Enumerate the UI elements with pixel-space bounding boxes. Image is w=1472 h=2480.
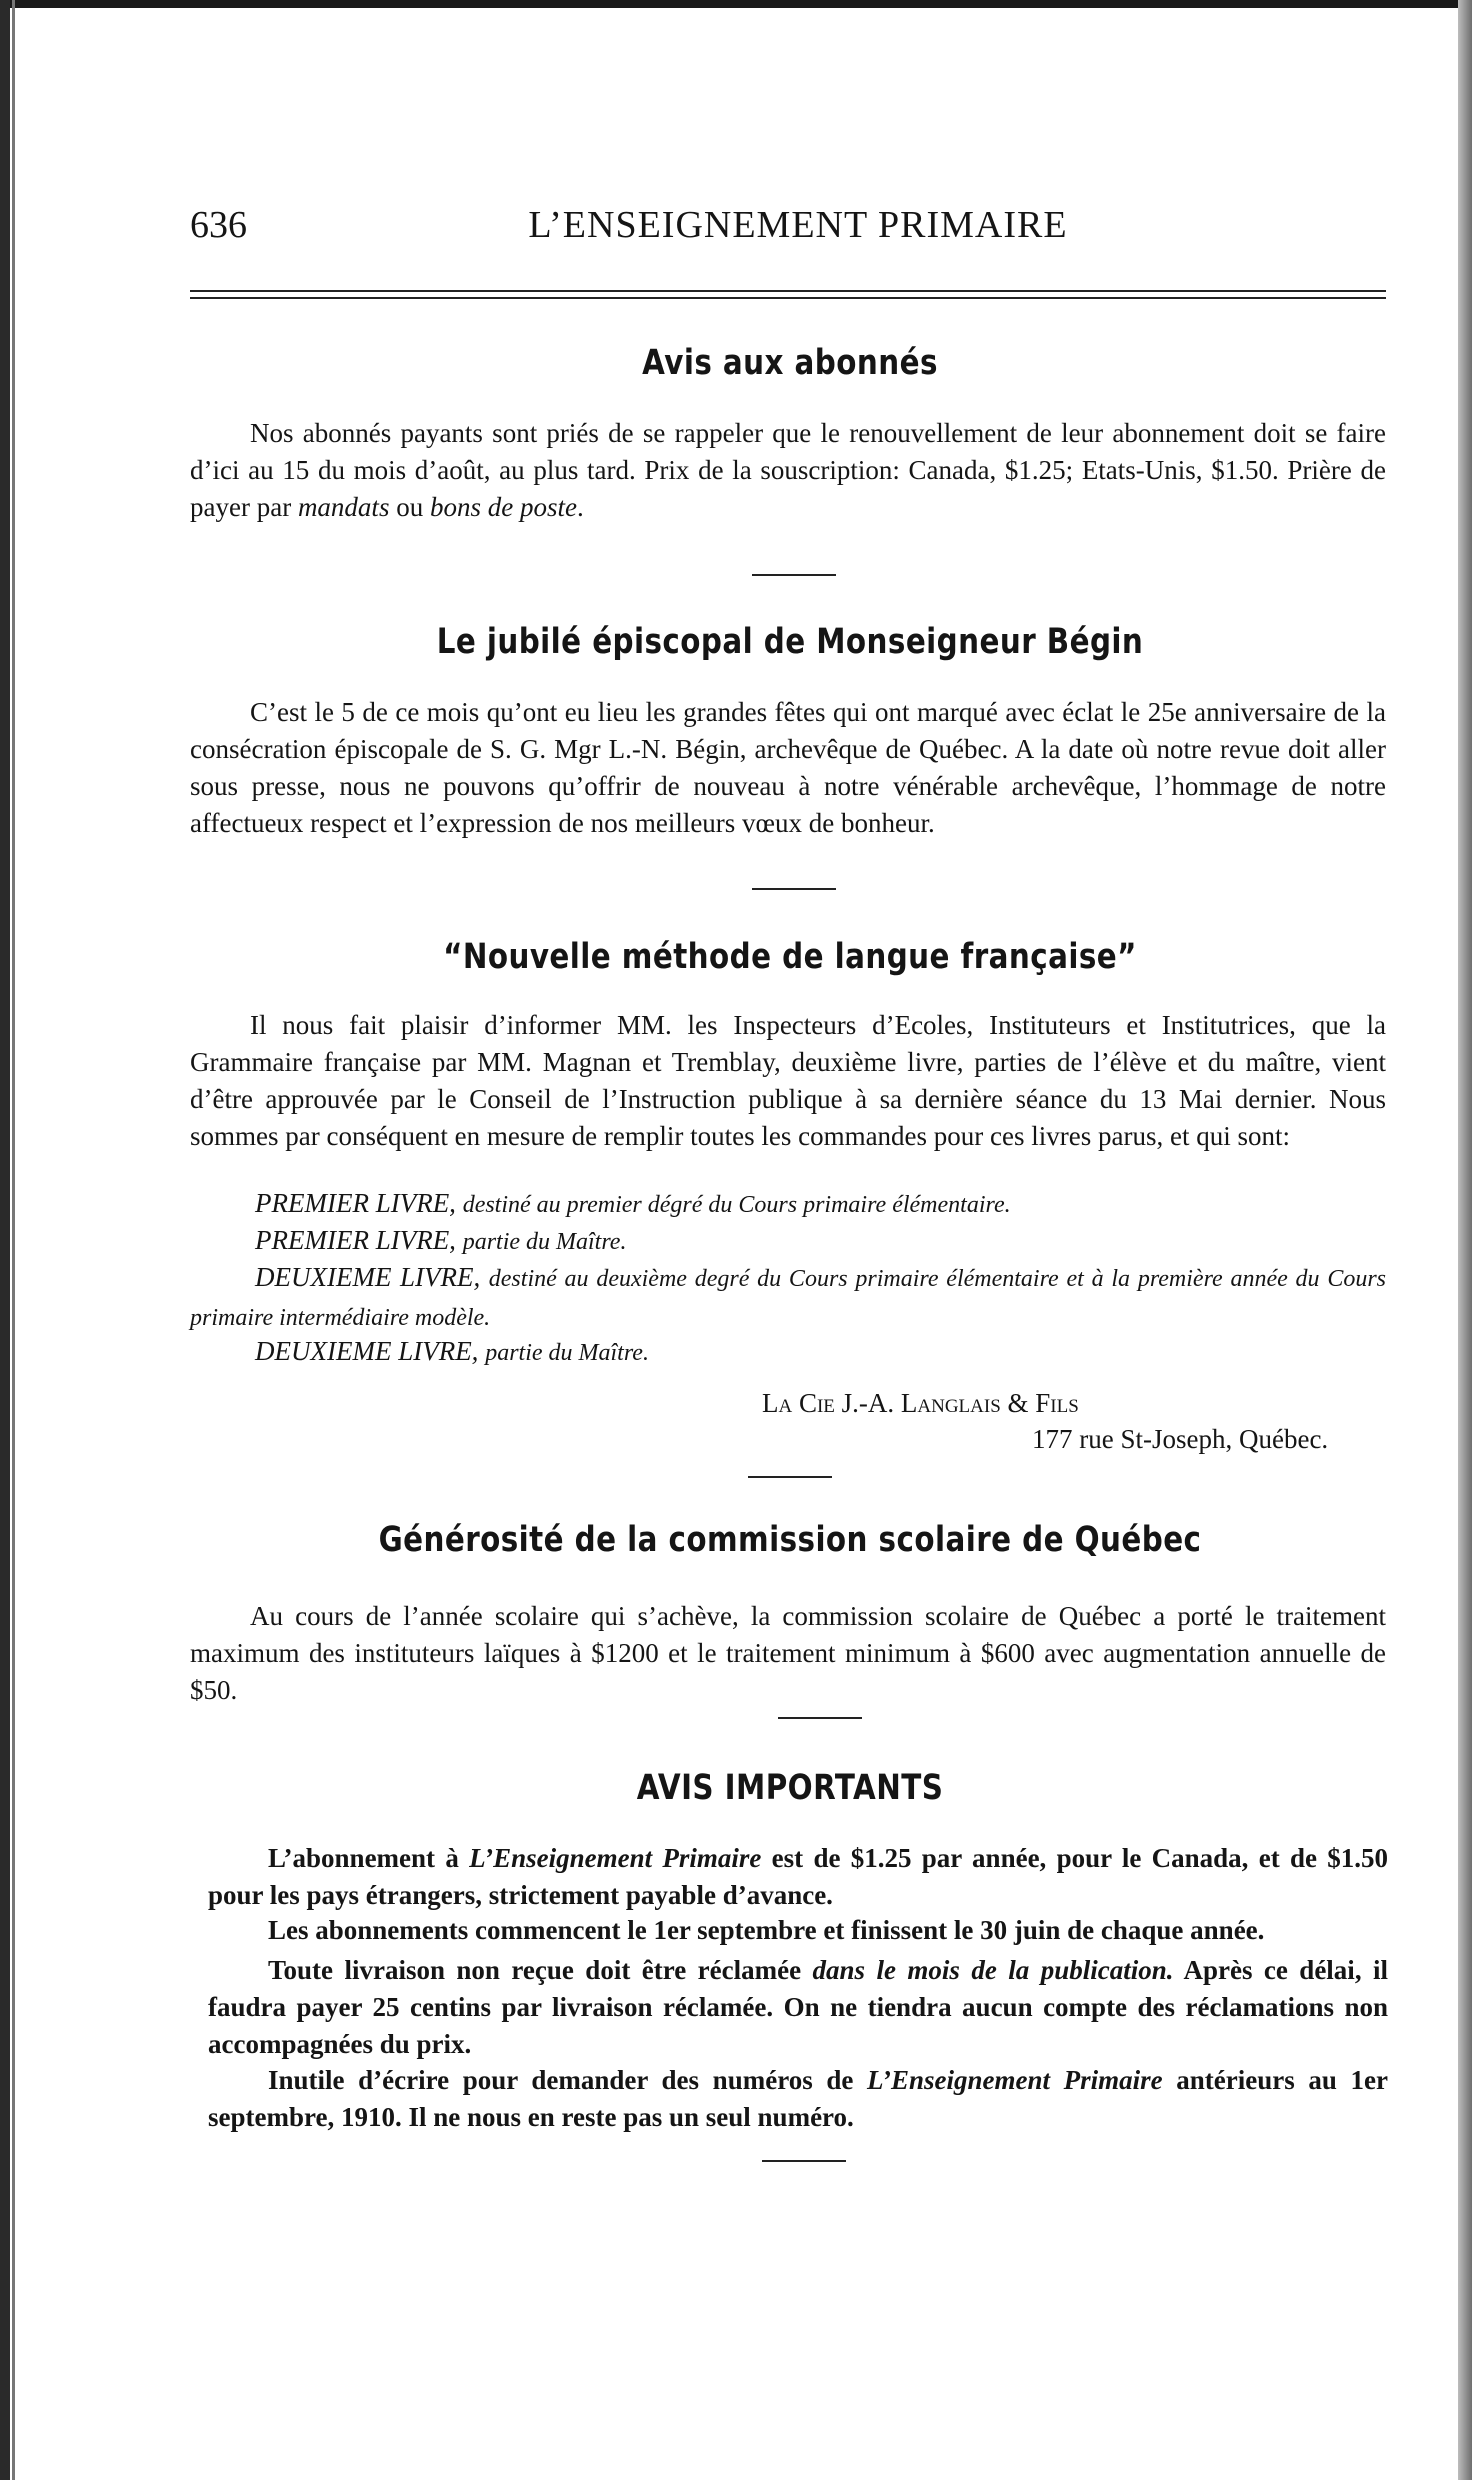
- avis-abonnes-em-mandats: mandats: [297, 492, 390, 522]
- section-title-avis-importants: AVIS IMPORTANTS: [636, 1768, 944, 1808]
- p3-em: dans le mois de la publication.: [812, 1955, 1174, 1985]
- p1-text-end: est de $1.25 par année, pour le Canada, et de $1.50 pour les pays étrangers, strictement payable d’avance.: [208, 1843, 1389, 1910]
- avis-abonnes-text-end: .: [576, 492, 584, 522]
- section-title-jubile: Le jubilé épiscopal de Monseigneur Bégin: [436, 622, 1144, 662]
- section-separator: [762, 2160, 846, 2162]
- book-desc: partie du Maître.: [485, 1340, 649, 1366]
- scan-left-edge-line: [12, 0, 15, 2480]
- section-separator: [778, 1717, 862, 1719]
- avis-abonnes-text: Nos abonnés payants sont priés de se rappeler que le renouvellement de leur abonnement doit se faire d’ici au 15 du mois d’août, au plus tard. Prix de la souscription: Canada, $1.25; Etats-Unis, $1.50. Prière de payer par: [190, 418, 1386, 522]
- avis-importants-p1: [208, 1840, 1388, 1914]
- book-name: PREMIER LIVRE,: [255, 1188, 456, 1218]
- book-item: [255, 1185, 1011, 1224]
- p3-text-end: Après ce délai, il faudra payer 25 centins par livraison réclamée. On ne tiendra aucun compte des réclamations non accompagnées du prix.: [208, 1955, 1389, 2059]
- running-title: L’ENSEIGNEMENT PRIMAIRE: [528, 204, 1068, 246]
- avis-abonnes-paragraph: [190, 415, 1386, 526]
- book-name: DEUXIEME LIVRE,: [255, 1336, 479, 1366]
- scan-right-shadow: [1458, 0, 1472, 2480]
- p4-text: Inutile d’écrire pour demander des numéros de: [268, 2065, 867, 2095]
- section-separator: [752, 574, 836, 576]
- p1-text: L’abonnement à: [268, 1843, 470, 1873]
- jubile-paragraph: C’est le 5 de ce mois qu’ont eu lieu les grandes fêtes qui ont marqué avec éclat le 25e anniversaire de la consécration épiscopale de S. G. Mgr L.-N. Bégin, archevêque de Québec. A la date où notre revue doit aller sous presse, nous ne pouvons qu’offrir de nouveau à notre vénérable archevêque, l’hommage de notre affectueux respect et l’expression de nos meilleurs vœux de bonheur.: [190, 697, 1386, 838]
- p4-text-end: antérieurs au 1er septembre, 1910. Il ne nous en reste pas un seul numéro.: [208, 2065, 1389, 2132]
- scan-top-border: [0, 0, 1472, 8]
- avis-importants-p3: [208, 1952, 1388, 2063]
- book-name: DEUXIEME LIVRE,: [255, 1262, 481, 1292]
- avis-abonnes-em-bons: bons de poste: [429, 492, 577, 522]
- section-title-generosite: Générosité de la commission scolaire de Québec: [378, 1520, 1202, 1560]
- section-title-methode: “Nouvelle méthode de langue française”: [443, 937, 1137, 977]
- methode-paragraph: Il nous fait plaisir d’informer MM. les Inspecteurs d’Ecoles, Instituteurs et Institutrices, que la Grammaire française par MM. Magnan et Tremblay, deuxième livre, parties de l’élève et du maître, vient d’être approuvée par le Conseil de l’Instruction publique à sa dernière séance du 13 Mai dernier. Nous sommes par conséquent en mesure de remplir toutes les commandes pour ces livres parus, et qui sont:: [190, 1010, 1386, 1151]
- book-name: PREMIER LIVRE,: [255, 1225, 456, 1255]
- page-header: [190, 203, 1386, 253]
- p4-em: L’Enseignement Primaire: [866, 2065, 1163, 2095]
- book-item: [255, 1333, 649, 1372]
- header-rule-top: [190, 290, 1386, 292]
- scan-left-border: [0, 0, 10, 2480]
- generosite-paragraph: Au cours de l’année scolaire qui s’achève, la commission scolaire de Québec a porté le traitement maximum des instituteurs laïques à $1200 et le traitement minimum à $600 avec augmentation annuelle de $50.: [190, 1601, 1386, 1705]
- book-desc: destiné au deuxième degré du Cours primaire élémentaire et à la première année du Cours primaire intermédiaire modèle.: [190, 1266, 1387, 1331]
- avis-importants-p4: [208, 2062, 1388, 2136]
- section-title-avis-abonnes: Avis aux abonnés: [642, 343, 938, 383]
- signature-publisher: La Cie J.-A. Langlais & Fils: [762, 1388, 1079, 1418]
- header-rule-bottom: [190, 297, 1386, 299]
- section-separator: [752, 888, 836, 890]
- signature-address: 177 rue St-Joseph, Québec.: [1032, 1424, 1329, 1454]
- book-item: [190, 1259, 1386, 1337]
- page-number: 636: [190, 204, 247, 246]
- avis-importants-p2: Les abonnements commencent le 1er septembre et finissent le 30 juin de chaque année.: [268, 1915, 1265, 1945]
- p1-em: L’Enseignement Primaire: [469, 1843, 762, 1873]
- book-item: [255, 1222, 626, 1261]
- p3-text: Toute livraison non reçue doit être réclamée: [268, 1955, 813, 1985]
- book-desc: partie du Maître.: [462, 1229, 627, 1255]
- avis-abonnes-text-mid: ou: [389, 492, 430, 522]
- book-desc: destiné au premier dégré du Cours primaire élémentaire.: [462, 1192, 1011, 1218]
- section-separator: [748, 1476, 832, 1478]
